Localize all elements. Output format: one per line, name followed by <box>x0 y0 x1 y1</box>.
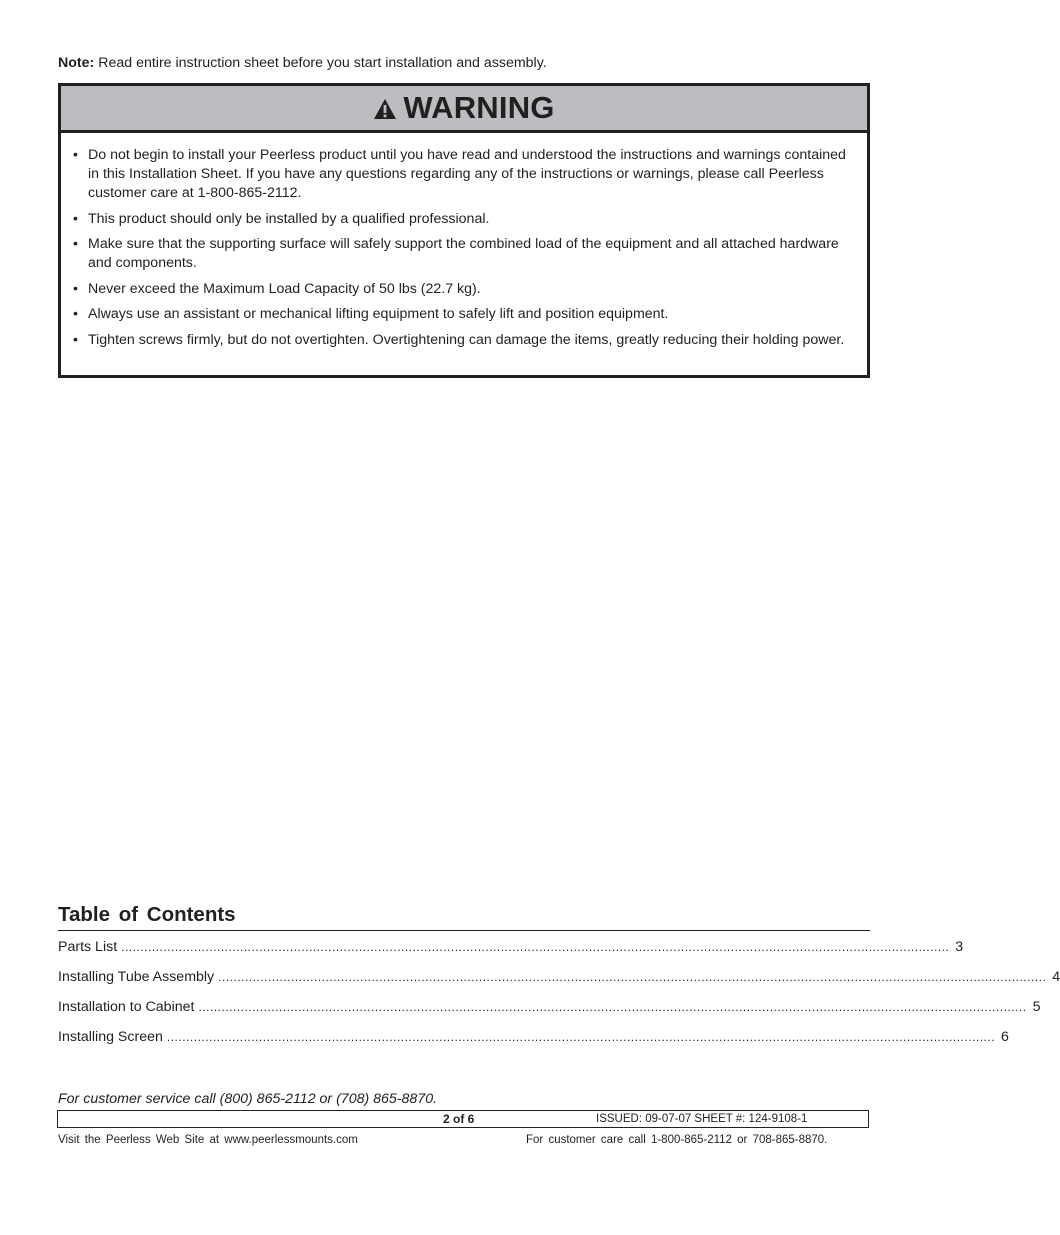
toc-entry-installing-screen[interactable] <box>58 1027 1009 1047</box>
footer-bar <box>57 1110 869 1128</box>
toc-entry-installing-tube-assembly[interactable] <box>58 967 1060 987</box>
page-number: 2 of 6 <box>443 1112 475 1126</box>
warning-item <box>71 146 859 203</box>
issued-sheet-info: ISSUED: 09-07-07 SHEET #: 124-9108-1 <box>596 1113 808 1125</box>
bullet-icon: • <box>73 331 78 348</box>
bullet-icon: • <box>73 280 78 297</box>
toc-leader-dots: ........................................................................................................................................................................................................................ <box>121 940 950 954</box>
toc-title: Table of Contents <box>58 903 236 926</box>
toc-entry-parts-list[interactable] <box>58 937 964 957</box>
intro-note <box>58 54 547 72</box>
warning-item-text: Make sure that the supporting surface will safely support the combined load of the equipment and all attached hardware and components. <box>88 236 839 271</box>
note-label: Note: <box>58 55 95 71</box>
warning-item <box>71 305 859 324</box>
warning-item-text: This product should only be installed by a qualified professional. <box>88 210 490 227</box>
website-line: Visit the Peerless Web Site at www.peerlessmounts.com <box>58 1134 358 1146</box>
toc-leader-dots: ........................................................................................................................................................................................................................ <box>218 970 1047 984</box>
bullet-icon: • <box>73 147 78 163</box>
toc-entry-label: Installation to Cabinet <box>58 999 195 1015</box>
toc-leader-dots: ........................................................................................................................................................................................................................ <box>166 1030 996 1044</box>
toc-entry-page: 3 <box>955 939 964 955</box>
warning-list <box>61 133 867 350</box>
toc-entry-label: Parts List <box>58 939 118 955</box>
warning-box <box>58 83 870 378</box>
toc-entry-label: Installing Tube Assembly <box>58 969 215 985</box>
toc-entry-page: 5 <box>1032 999 1041 1015</box>
note-text: Read entire instruction sheet before you start installation and assembly. <box>94 55 547 71</box>
toc-leader-dots: ........................................................................................................................................................................................................................ <box>198 1000 1027 1014</box>
warning-item <box>71 235 859 273</box>
warning-item <box>71 210 859 229</box>
warning-title: WARNING <box>403 90 555 125</box>
warning-header <box>61 86 867 133</box>
warning-item <box>71 280 859 299</box>
bullet-icon: • <box>73 306 78 322</box>
bullet-icon: • <box>73 236 78 252</box>
warning-item <box>71 331 859 350</box>
warning-item-text: Never exceed the Maximum Load Capacity of 50 lbs (22.7 kg). <box>88 280 481 297</box>
toc-entry-installation-to-cabinet[interactable] <box>58 997 1041 1017</box>
customer-care-line: For customer care call 1-800-865-2112 or 708-865-8870. <box>526 1134 828 1146</box>
toc-divider <box>58 930 870 931</box>
warning-item-text: Always use an assistant or mechanical lifting equipment to safely lift and position equipment. <box>88 306 669 322</box>
toc-entry-label: Installing Screen <box>58 1029 163 1045</box>
toc-entry-page: 6 <box>1001 1029 1009 1045</box>
warning-triangle-icon <box>373 98 397 120</box>
customer-service-line: For customer service call (800) 865-2112 or (708) 865-8870. <box>58 1091 438 1107</box>
bullet-icon: • <box>73 210 78 227</box>
warning-item-text: Do not begin to install your Peerless product until you have read and understood the instructions and warnings contained in this Installation Sheet. If you have any questions regarding any of the instructions or warnings, please call Peerless customer care at 1-800-865-2112. <box>88 147 846 201</box>
toc-entry-page: 4 <box>1052 969 1060 985</box>
warning-item-text: Tighten screws firmly, but do not overtighten. Overtightening can damage the items, greatly reducing their holding power. <box>88 331 845 348</box>
